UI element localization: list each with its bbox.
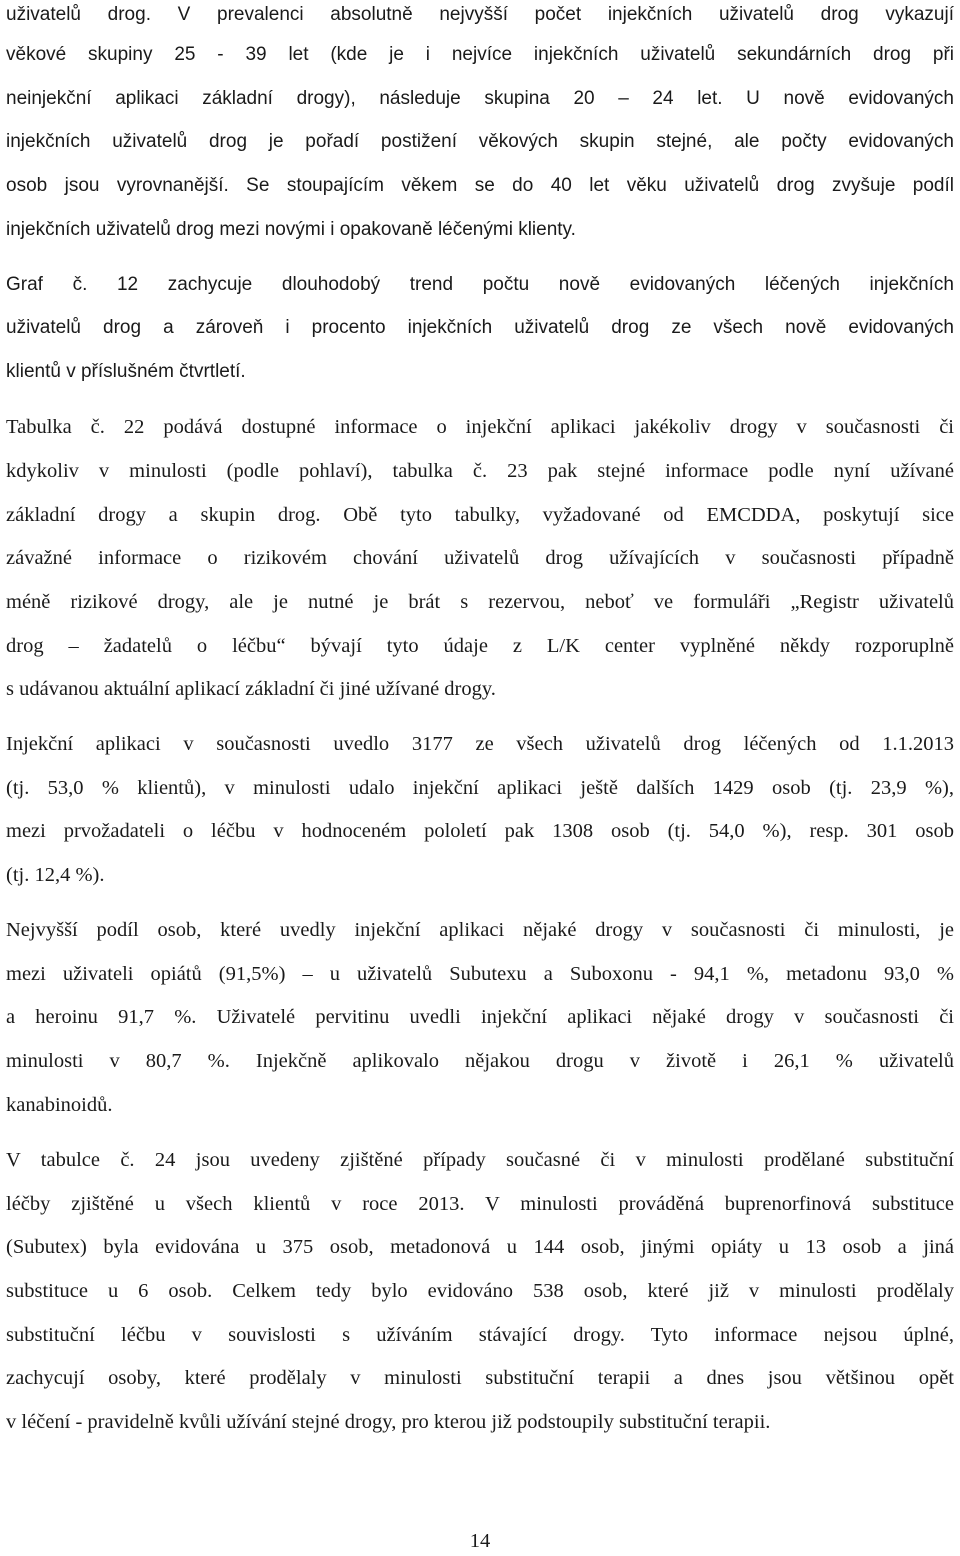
text-line: kanabinoidů. — [6, 1094, 113, 1116]
text-line: Graf č. 12 zachycuje dlouhodobý trend počtu nově evidovaných léčených injekčních — [6, 274, 954, 295]
text-line: substituční léčbu v souvislosti s užíváním stávající drogy. Tyto informace nejsou úplné, — [6, 1324, 954, 1346]
text-line: závažné informace o rizikovém chování uživatelů drog užívajících v současnosti případně — [6, 547, 954, 569]
text-line: drog – žadatelů o léčbu“ bývají tyto údaje z L/K center vyplněné někdy rozporuplně — [6, 635, 954, 657]
text-line: V tabulce č. 24 jsou uvedeny zjištěné případy současné či v minulosti prodělané substituční — [6, 1149, 954, 1171]
text-line: v léčení - pravidelně kvůli užívání stejné drogy, pro kterou již podstoupily substituční terapii. — [6, 1411, 771, 1433]
page-number: 14 — [469, 1530, 491, 1552]
text-line: méně rizikové drogy, ale je nutné je brát s rezervou, neboť ve formuláři „Registr uživatelů — [6, 591, 954, 613]
text-line: léčby zjištěné u všech klientů v roce 2013. V minulosti prováděná buprenorfinová substituce — [6, 1193, 954, 1215]
text-line: mezi prvožadateli o léčbu v hodnoceném pololetí pak 1308 osob (tj. 54,0 %), resp. 301 osob — [6, 820, 954, 842]
text-line: substituce u 6 osob. Celkem tedy bylo evidováno 538 osob, které již v minulosti prodělaly — [6, 1280, 954, 1302]
text-line: (tj. 53,0 % klientů), v minulosti udalo injekční aplikaci ještě dalších 1429 osob (tj. 23,9 %), — [6, 777, 954, 799]
text-line: neinjekční aplikaci základní drogy), následuje skupina 20 – 24 let. U nově evidovaných — [6, 88, 954, 109]
text-line: s udávanou aktuální aplikací základní či jiné užívané drogy. — [6, 678, 496, 700]
document-page — [6, 0, 954, 1553]
text-line: Injekční aplikaci v současnosti uvedlo 3177 ze všech uživatelů drog léčených od 1.1.2013 — [6, 733, 954, 755]
text-line: uživatelů drog a zároveň i procento injekčních uživatelů drog ze všech nově evidovaných — [6, 317, 954, 338]
text-line: Nejvyšší podíl osob, které uvedly injekční aplikaci nějaké drogy v současnosti či minulosti, je — [6, 919, 954, 941]
text-line: a heroinu 91,7 %. Uživatelé pervitinu uvedli injekční aplikaci nějaké drogy v současnosti či — [6, 1006, 954, 1028]
text-line: injekčních uživatelů drog mezi novými i opakovaně léčenými klienty. — [6, 219, 576, 240]
text-line: osob jsou vyrovnanější. Se stoupajícím věkem se do 40 let věku uživatelů drog zvyšuje podíl — [6, 175, 954, 196]
text-line: (tj. 12,4 %). — [6, 864, 105, 886]
text-line: klientů v příslušném čtvrtletí. — [6, 361, 246, 382]
text-line: mezi uživateli opiátů (91,5%) – u uživatelů Subutexu a Suboxonu - 94,1 %, metadonu 93,0 % — [6, 963, 954, 985]
text-line: (Subutex) byla evidována u 375 osob, metadonová u 144 osob, jinými opiáty u 13 osob a jiná — [6, 1236, 954, 1258]
text-line: minulosti v 80,7 %. Injekčně aplikovalo nějakou drogu v životě i 26,1 % uživatelů — [6, 1050, 954, 1072]
text-line: věkové skupiny 25 - 39 let (kde je i nejvíce injekčních uživatelů sekundárních drog při — [6, 44, 954, 65]
text-line: zachycují osoby, které prodělaly v minulosti substituční terapii a dnes jsou většinou opět — [6, 1367, 954, 1389]
text-line: základní drogy a skupin drog. Obě tyto tabulky, vyžadované od EMCDDA, poskytují sice — [6, 504, 954, 526]
text-line: uživatelů drog. V prevalenci absolutně nejvyšší počet injekčních uživatelů drog vykazují — [6, 4, 954, 25]
text-line: Tabulka č. 22 podává dostupné informace o injekční aplikaci jakékoliv drogy v současnosti či — [6, 416, 954, 438]
text-line: kdykoliv v minulosti (podle pohlaví), tabulka č. 23 pak stejné informace podle nyní užívané — [6, 460, 954, 482]
text-line: injekčních uživatelů drog je pořadí postižení věkových skupin stejné, ale počty evidovaných — [6, 131, 954, 152]
